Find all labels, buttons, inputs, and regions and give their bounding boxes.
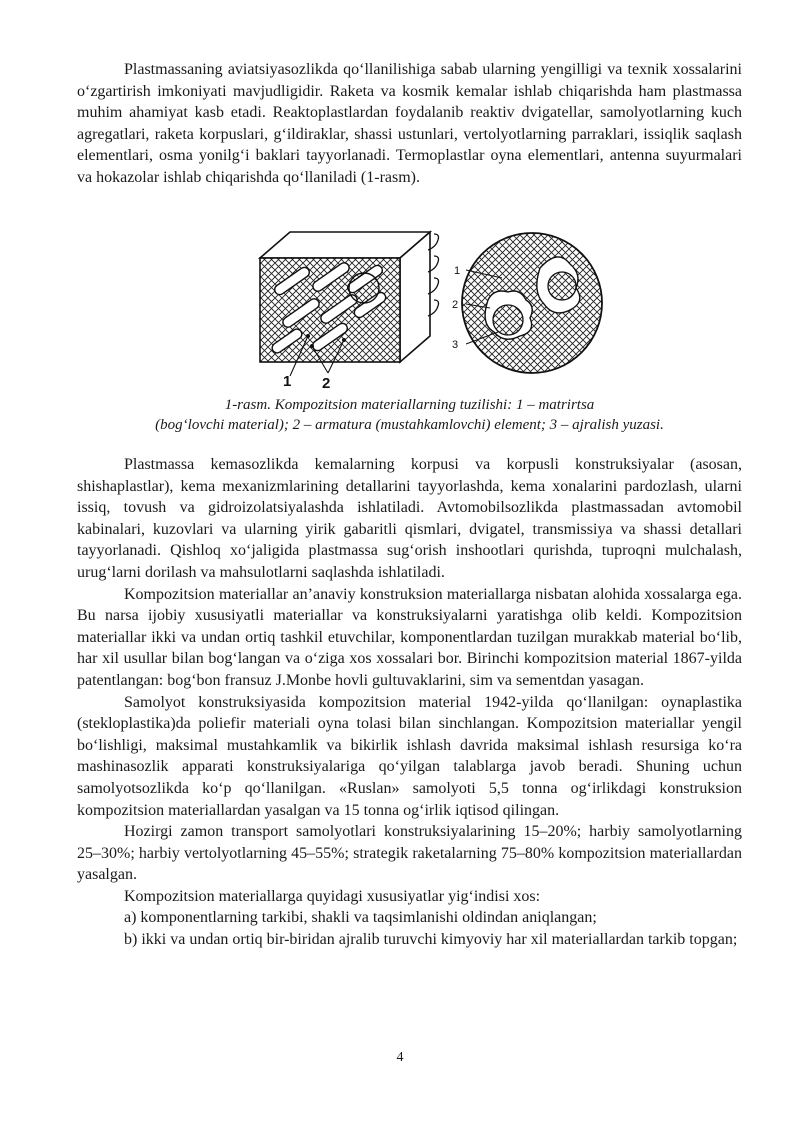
paragraph: Kompozitsion materiallarga quyidagi xususiyatlar yig‘indisi xos: bbox=[124, 887, 541, 905]
caption-line-2: (bog‘lovchi material); 2 – armatura (mustahkamlovchi) element; 3 – ajralish yuzasi. bbox=[155, 417, 664, 433]
label-1-right: 1 bbox=[454, 265, 461, 277]
label-2-left: 2 bbox=[322, 375, 331, 392]
text-block-bottom bbox=[77, 454, 742, 951]
list-item: b) ikki va undan ortiq bir-biridan ajralib turuvchi kimyoviy har xil materiallardan tarkib topgan; bbox=[124, 931, 738, 949]
figure-caption bbox=[77, 395, 742, 435]
label-1-left: 1 bbox=[283, 373, 292, 390]
caption-line-1: 1-rasm. Kompozitsion materiallarning tuzilishi: 1 – matrirtsa bbox=[224, 397, 595, 413]
cube-diagram bbox=[260, 232, 439, 392]
label-3-right: 3 bbox=[452, 339, 459, 351]
composite-structure-figure bbox=[240, 228, 620, 394]
page-number: 4 bbox=[396, 1050, 404, 1065]
text-block-top bbox=[77, 59, 742, 189]
label-2-right: 2 bbox=[452, 299, 459, 311]
paragraph: Hozirgi zamon transport samolyotlari konstruksiyalarining 15–20%; harbiy samolyotlarning 25–30%; harbiy vertolyotlarning 45–55%; strategik raketalarning 75–80% kompozitsion materiallardan yasalgan. bbox=[77, 823, 742, 884]
paragraph: Plastmassa kemasozlikda kemalarning korpusi va korpusli konstruksiyalar (asosan, shishaplastlar), kema mexanizmlarining detallarini tayyorlashda, kema xonalarini pardozlash, ularni issiq, tovush va gidroizolatsiyalashda ishlatiladi. Avtomobilsozlikda plastmassadan avtomobil kabinalari, kuzovlari va ularning yirik gabaritli qismlari, dvigatel, transmissiya va shassi detallari tayyorlanadi. Qishloq xo‘jaligida plastmassa sug‘orish inshootlari qurishda, tuproqni mulchalash, urug‘larni dorilash va mahsulotlarni saqlashda ishlatiladi. bbox=[77, 456, 742, 581]
paragraph: Samolyot konstruksiyasida kompozitsion material 1942-yilda qo‘llanilgan: oynaplastika (stekloplastika)da poliefir materiali oyna tolasi bilan sinchlangan. Kompozitsion materiallar yengil bo‘lishligi, maksimal mustahkamlik va bikirlik ishlash davrida maksimal ishlash resursiga ko‘ra mashinasozlik apparati konstruksiyalariga qo‘yilgan talablarga javob beradi. Shuning uchun samolyotsozlikda ko‘p qo‘llanilgan. «Ruslan» samolyoti 5,5 tonna og‘irlikdagi konstruksion kompozitsion materiallardan yasalgan va 15 tonna og‘irlik iqtisod qilingan. bbox=[77, 693, 742, 819]
list-item: a) komponentlarning tarkibi, shakli va taqsimlanishi oldindan aniqlangan; bbox=[124, 909, 597, 927]
paragraph: Plastmassaning aviatsiyasozlikda qo‘llanilishiga sabab ularning yengilligi va texnik xossalarini o‘zgartirish imkoniyati mavjudligidir. Raketa va kosmik kemalar ishlab chiqarishda ham plastmassa muhim ahamiyat kasb etadi. Reaktoplastlardan foydalanib reaktiv dvigatellar, samolyotlarning kuch agregatlari, raketa korpuslari, g‘ildiraklar, shassi ustunlari, vertolyotlarning parraklari, issiqlik saqlash elementlari, osma yonilg‘i baklari tayyorlanadi. Termoplastlar oyna elementlari, antenna suyurmalari va hokazolar ishlab chiqarishda qo‘llaniladi (1-rasm). bbox=[77, 61, 742, 186]
paragraph: Kompozitsion materiallar an’anaviy konstruksion materiallarga nisbatan alohida xossalarga ega. Bu narsa ijobiy xususiyatli materiallar va konstruksiyalarni yaratishga olib keldi. Kompozitsion materiallar ikki va undan ortiq tashkil etuvchilar, komponentlardan tuzilgan murakkab material bo‘lib, har xil usullar bilan bog‘langan va o‘ziga xos xossalari bor. Birinchi kompozitsion material 1867-yilda patentlangan: bog‘bon fransuz J.Monbe hovli gultuvaklarini, sim va sementdan yasagan. bbox=[77, 585, 742, 689]
magnified-view bbox=[452, 233, 602, 373]
